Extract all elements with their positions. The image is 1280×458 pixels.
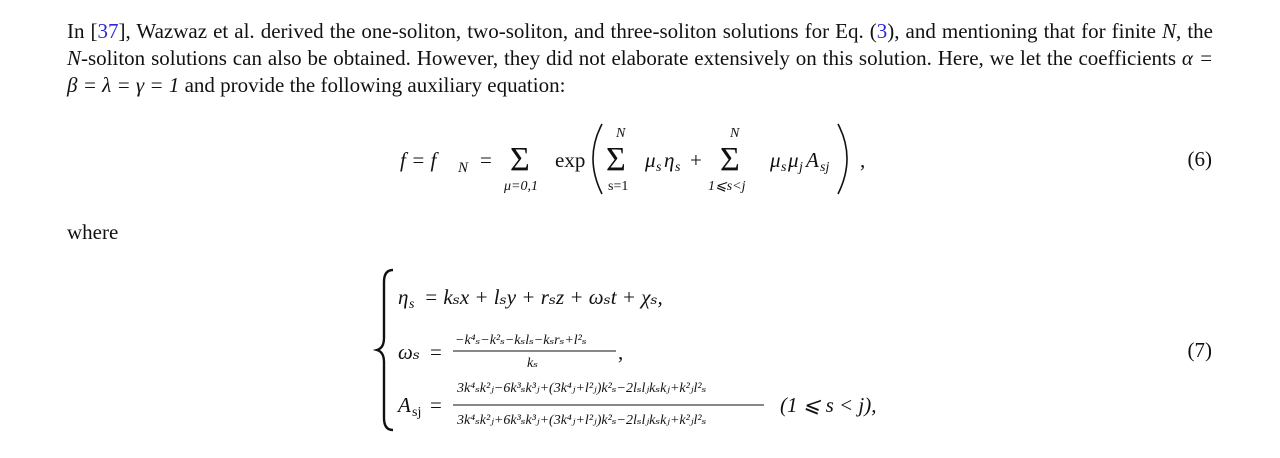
coefficients: α = β = λ = γ = 1	[67, 46, 1213, 97]
variable-N: N	[67, 46, 82, 70]
A-sub: sj	[412, 405, 422, 420]
sub-s: s	[409, 297, 415, 312]
mu-s-sub: s	[656, 160, 662, 175]
eq6-comma: ,	[860, 148, 866, 172]
omega-denominator: kₛ	[527, 356, 538, 371]
eq6-sum2-sup: N	[616, 126, 626, 141]
eta-s: η	[664, 148, 675, 172]
equation-7	[0, 262, 1280, 438]
left-paren	[593, 124, 602, 194]
equation-number-7: (7)	[1187, 338, 1212, 362]
eta-s: η	[398, 285, 409, 309]
sub-sj: sj	[820, 160, 830, 175]
mu-s: μ	[645, 148, 656, 172]
eq6-sum3-sub: 1⩽s<j	[708, 179, 746, 194]
text: , the	[1176, 19, 1213, 43]
text: -soliton solutions can also be obtained. However, they did not elaborate extensively on this solution. Here, we let the coefficients	[81, 46, 1182, 70]
eq6-lhs: f = f	[400, 148, 437, 172]
sum-symbol: Σ	[720, 141, 740, 178]
equals: =	[430, 340, 442, 364]
variable-N: N	[1162, 19, 1177, 43]
sub-j: j	[799, 160, 803, 175]
condition: (1 ⩽ s < j),	[780, 393, 877, 417]
plus-sign: +	[690, 148, 702, 172]
sum-symbol: Σ	[510, 141, 530, 178]
text: and provide the following auxiliary equation:	[179, 73, 566, 97]
comma: ,	[618, 340, 624, 364]
text: ), and mentioning that for finite	[887, 19, 1163, 43]
mu-term: μ	[770, 148, 781, 172]
right-paren	[838, 124, 847, 194]
equals: =	[430, 393, 442, 417]
text: ], Wazwaz et al. derived the one-soliton, two-soliton, and three-soliton solutions for Eq. (	[118, 19, 877, 43]
citation-link[interactable]: 37	[97, 19, 119, 43]
system-brace	[377, 270, 393, 430]
text: In [	[67, 19, 98, 43]
sub-s: s	[781, 160, 787, 175]
eta-s-sub: s	[675, 160, 681, 175]
mu-term: μ	[788, 148, 799, 172]
A-lhs: A	[398, 393, 411, 417]
eq6-sum1-sub: μ=0,1	[504, 179, 538, 194]
exp-text: exp	[555, 148, 586, 172]
equation-6	[0, 110, 1280, 210]
A-numerator: 3k⁴ₛk²ⱼ−6k³ₛk³ⱼ+(3k⁴ⱼ+l²ⱼ)k²ₛ−2lₛlⱼkₛkⱼ+k²ⱼl²ₛ	[457, 381, 707, 396]
eta-rhs: = kₛx + lₛy + rₛz + ωₛt + χₛ,	[424, 285, 663, 309]
body-paragraph	[67, 18, 1213, 99]
omega-numerator: −k⁴ₛ−k²ₛ−kₛlₛ−kₛrₛ+l²ₛ	[455, 333, 587, 348]
where-text: where	[67, 220, 119, 244]
eq6-lhs-sub: N	[458, 160, 469, 176]
omega-s: ωₛ	[398, 340, 420, 364]
eq6-equals: =	[480, 148, 492, 172]
A-term: A	[806, 148, 819, 172]
equation-link[interactable]: 3	[876, 19, 888, 43]
eq6-sum3-sup: N	[730, 126, 740, 141]
eq6-sum2-sub: s=1	[608, 179, 629, 194]
equation-number-6: (6)	[1187, 147, 1212, 171]
A-denominator: 3k⁴ₛk²ⱼ+6k³ₛk³ⱼ+(3k⁴ⱼ+l²ⱼ)k²ₛ−2lₛlⱼkₛkⱼ+k²ⱼl²ₛ	[457, 413, 707, 428]
sum-symbol: Σ	[606, 141, 626, 178]
